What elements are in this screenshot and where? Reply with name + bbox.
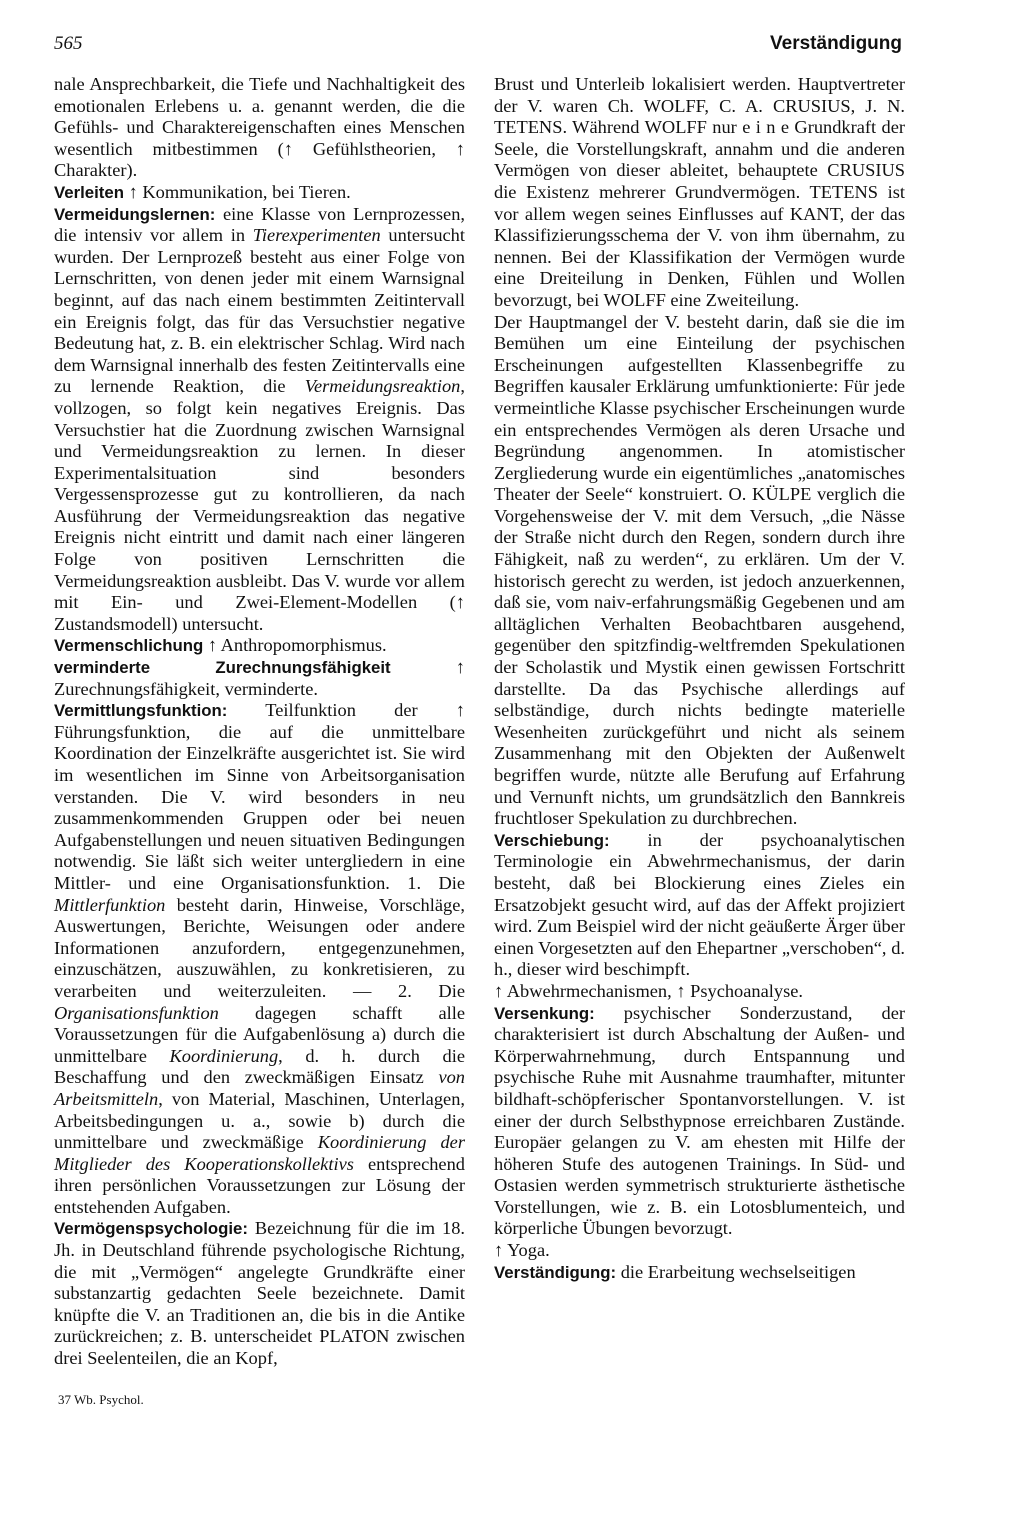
entry-term: Versenkung:: [494, 1003, 595, 1023]
entry-paragraph: [494, 1003, 905, 1241]
entry-text: , von Material, Maschinen, Unterlagen, Arbeitsbedingungen u. a., sowie b) durch die unmittelbare und zweckmäßige: [54, 1088, 465, 1153]
left-column: [54, 74, 465, 1370]
entry-term: verminderte Zurechnungsfähigkeit: [54, 658, 391, 678]
entry-text: untersucht wurden. Der Lernprozeß besteht aus einer Folge von Lernschritten, von denen jeder mit einem Warnsignal beginnt, auf das nach einem bestimmten Zeitintervall ein Ereignis folgt, das für das Versuchstier negative Bedeutung hat, z. B. ein elektrischer Schlag. Wird nach dem Warnsignal innerhalb des festen Zeitintervalls eine zu lernende Reaktion, die: [54, 225, 465, 397]
entry-term: Verständigung:: [494, 1262, 617, 1282]
entry-paragraph: [54, 204, 465, 636]
entry-term: Vermögenspsychologie:: [54, 1219, 248, 1239]
right-column: [494, 74, 905, 1283]
entry-text: in der psychoanalytischen Terminologie ein Abwehrmechanismus, der darin besteht, daß bei Blockierung eines Zieles ein Ersatzobjekt gesucht wird, auf das der Affekt projiziert wird. Zum Beispiel wird der nicht geäußerte Ärger über einen Vorgesetzten auf den Ehepartner „verschoben“, d. h., dieser wird beschimpft.: [494, 829, 905, 980]
entry-text: entsprechend ihren persönlichen Voraussetzungen zur Lösung der entstehenden Aufgaben.: [54, 1153, 465, 1217]
entry-paragraph: [54, 635, 465, 657]
entry-term: Verleiten: [54, 182, 124, 202]
entry-text: ↑ Zurechnungsfähigkeit, verminderte.: [54, 657, 465, 699]
running-head: Verständigung: [770, 33, 902, 54]
entry-paragraph: [494, 312, 905, 830]
entry-text: nale Ansprechbarkeit, die Tiefe und Nachhaltigkeit des emotionalen Erlebens u. a. genannt werden, die die Gefühls- und Charaktereigenschaften eines Menschen wesentlich mitbestimmen (↑ Gefühlstheorien, ↑ Charakter).: [54, 74, 465, 181]
entry-term: Vermittlungsfunktion:: [54, 701, 228, 721]
entry-text: ↑ Yoga.: [494, 1240, 550, 1261]
entry-text: eine Klasse von Lernprozessen, die intensiv vor allem in: [54, 203, 465, 246]
entry-text: ↑ Anthropomorphismus.: [203, 635, 387, 656]
entry-text: Brust und Unterleib lokalisiert werden. Hauptvertreter der V. waren Ch. WOLFF, C. A. CRUSIUS, J. N. TETENS. Während WOLFF nur e i n e Grundkraft der Seele, die Vorstellungskraft, annahm und die anderen Vermögen von dieser ableitet, behauptete CRUSIUS die Existenz mehrerer Grundvermögen. TETENS ist vor allem wegen seines Einflusses auf KANT, der das Klassifizierungsschema der V. von ihm übernahm, zu nennen. Bei der Klassifikation der Vermögen wurde eine Dreiteilung in Denken, Fühlen und Wollen bevorzugt, bei WOLFF eine Zweiteilung.: [494, 74, 905, 310]
emphasis-text: Koordinierung der Mitglieder des Kooperationskollektivs: [54, 1132, 465, 1174]
entry-paragraph: [54, 700, 465, 1218]
emphasis-text: Koordinierung: [169, 1045, 279, 1066]
entry-text: ↑ Abwehrmechanismen, ↑ Psychoanalyse.: [494, 980, 803, 1001]
emphasis-text: von Arbeitsmitteln: [54, 1067, 465, 1109]
entry-text: , d. h. durch die Beschaffung und den zweckmäßigen Einsatz: [54, 1045, 465, 1088]
entry-term: Verschiebung:: [494, 830, 610, 850]
entry-text: dagegen schafft alle Voraussetzungen für die Aufgabenlösung a) durch die unmittelbare: [54, 1002, 465, 1066]
emphasis-text: Mittlerfunktion: [54, 894, 166, 915]
entry-text: Der Hauptmangel der V. besteht darin, daß sie die im Bemühen um eine Einteilung der psychischen Erscheinungen aufgestellten Klassenbegriffe zu Begriffen kausaler Erklärung umfunktionierte: Für jede vermeintliche Klasse psychischer Erscheinungen wurde ein entsprechendes Vermögen als deren Ursache und Begründung angenommen. In atomistischer Zergliederung wurde ein eigentümliches „anatomisches Theater der Seele“ konstruiert. O. KÜLPE verglich die Vorgehensweise der V. mit dem Versuch, „die Nässe der Straße nicht durch den Regen, sondern durch ihre Fähigkeit, naß zu werden“, zu erklären. Um der V. historisch gerecht zu werden, ist jedoch anzuerkennen, daß sie, vom naiv-erfahrungsmäßig Gegebenen und am alltäglichen Verhalten Beobachtbaren ausgehend, gegenüber den spitzfindig-weltfremden Spekulationen der Scholastik und Mystik einen gewissen Fortschritt darstellte. Da das Psychische allerdings auf selbständige, durch nichts bedingte materielle Wesenheiten zurückgeführt und nicht als seinem Zusammenhang mit den Objekten der Außenwelt begriffen wurde, nützte alle Berufung auf Erfahrung und Vernunft nichts, um grundsätzlich den Bannkreis fruchtloser Spekulation zu durchbrechen.: [494, 311, 905, 829]
entry-text: besteht darin, Hinweise, Vorschläge, Auswertungen, Berichte, Weisungen oder andere Informationen anzufordern, entgegenzunehmen, einzuschätzen, auszuwählen, zu konkretisieren, zu verarbeiten und weiterzuleiten. — 2. Die: [54, 894, 465, 1001]
entry-term: Vermeidungslernen:: [54, 204, 216, 224]
entry-paragraph: [494, 1262, 905, 1284]
emphasis-text: Tierexperimenten: [252, 225, 381, 246]
entry-text: die Erarbeitung wechselseitigen: [616, 1261, 856, 1282]
entry-text: psychischer Sonderzustand, der charakterisiert ist durch Abschaltung der Außen- und Körperwahrnehmung, durch Entspannung und psychische Ruhe mit Ausnahme traumhafter, mitunter bildhaft-schöpferischer Spontanvorstellungen. V. ist einer der durch Selbsthypnose erreichbaren Zustände. Europäer gelangen zu V. am ehesten mit Hilfe der höheren Stufe des autogenen Trainings. In Süd- und Ostasien werden symmetrisch strukturierte ästhetische Vorstellungen, wie z. B. ein Lotosblumenteich, und körperliche Übungen bevorzugt.: [494, 1002, 905, 1239]
entry-paragraph: [54, 1218, 465, 1369]
emphasis-text: Organisationsfunktion: [54, 1002, 219, 1023]
entry-paragraph: [494, 1240, 905, 1262]
entry-paragraph: [54, 182, 465, 204]
emphasis-text: Vermeidungsreaktion: [304, 376, 461, 397]
entry-text: , vollzogen, so folgt kein negatives Ereignis. Das Versuchstier hat die Zuordnung zwischen Warnsignal und Vermeidungsreaktion zu lernen. In dieser Experimentalsituation sind besonders Vergessensprozesse gut zu kontrollieren, da nach Ausführung der Vermeidungsreaktion das negative Ereignis nicht eintritt und damit nach einer längeren Folge von positiven Lernschritten die Vermeidungsreaktion ausbleibt. Das V. wurde vor allem mit Ein- und Zwei-Element-Modellen (↑ Zustandsmodell) untersucht.: [54, 376, 465, 634]
entry-paragraph: [494, 830, 905, 981]
entry-text: Teilfunktion der ↑ Führungsfunktion, die auf die unmittelbare Koordination der Einzelkräfte ausgerichtet ist. Sie wird im wesentlichen im Sinne von Arbeitsorganisation verstanden. Die V. wird besonders in neu zusammenkommenden Gruppen oder bei neuen Aufgabenstellungen und neuen situativen Bedingungen notwendig. Sie läßt sich weiter untergliedern in eine Mittler- und eine Organisationsfunktion. 1. Die: [54, 700, 465, 893]
entry-paragraph: [54, 657, 465, 700]
entry-paragraph: [494, 74, 905, 312]
entry-text: Bezeichnung für die im 18. Jh. in Deutschland führende psychologische Richtung, die mit „Vermögen“ angelegte Grundkräfte einer substanzartig gedachten Seele bezeichnete. Damit knüpfte die V. an Traditionen an, die bis in die Antike zurückreichen; z. B. unterscheidet PLATON zwischen drei Seelenteilen, die an Kopf,: [54, 1218, 465, 1369]
entry-text: ↑ Kommunikation, bei Tieren.: [123, 181, 351, 202]
page-number: 565: [54, 33, 83, 54]
entry-paragraph: [494, 981, 905, 1003]
entry-paragraph: [54, 74, 465, 182]
entry-term: Vermenschlichung: [54, 636, 204, 656]
printer-signature: 37 Wb. Psychol.: [58, 1392, 144, 1407]
